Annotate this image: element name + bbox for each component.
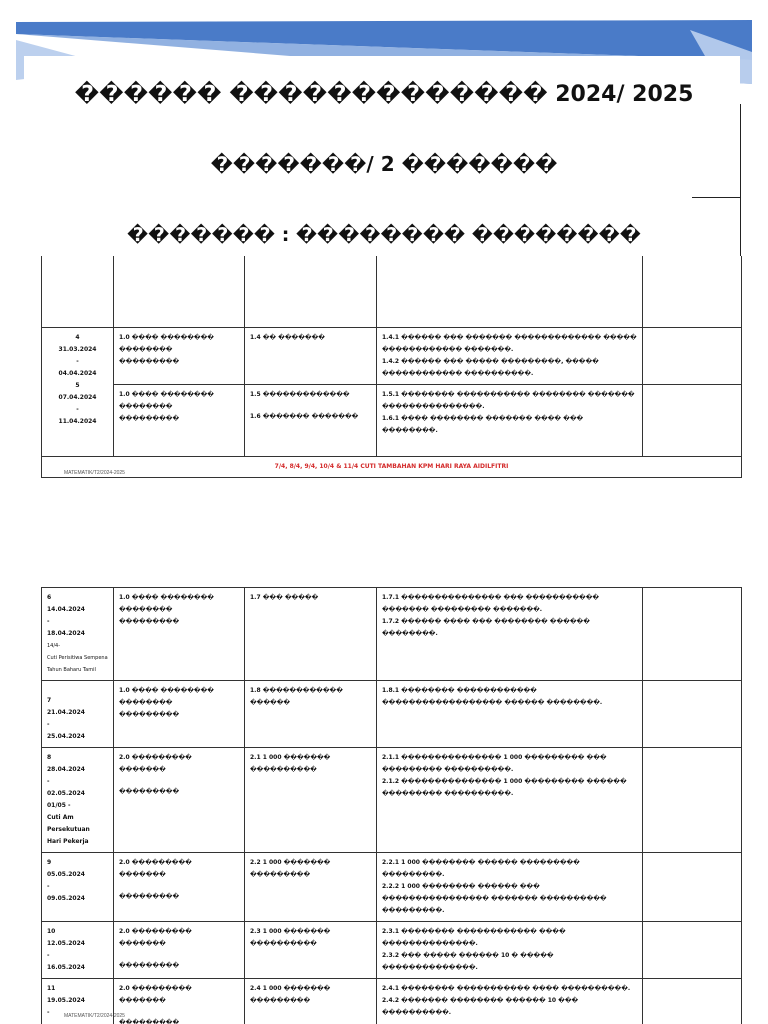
frame-line bbox=[740, 104, 741, 256]
scheme-table-2 bbox=[41, 587, 742, 1024]
week-cell: 9 05.05.2024 - 09.05.2024 bbox=[42, 853, 114, 922]
note-cell bbox=[643, 853, 742, 922]
table-row bbox=[42, 327, 742, 384]
footer-note: MATEMATIK/T2/2024-2025 bbox=[64, 1013, 125, 1019]
frame-line bbox=[692, 197, 740, 198]
note-cell bbox=[643, 979, 742, 1024]
standard-cell: 2.2 1 000 ������� ��������� bbox=[245, 853, 377, 922]
week-cell: 8 28.04.2024 - 02.05.2024 01/05 - Cuti Am Persekutuan Hari Pekerja bbox=[42, 748, 114, 853]
note-cell bbox=[643, 588, 742, 681]
table-row bbox=[42, 748, 742, 853]
week-cell bbox=[42, 256, 114, 327]
learning-cell: 2.1.1 ��������������� 1 000 ��������� ��� ��������� ����������. 2.1.2 ��������������� 1 000 ��������� ������ ��������� ����������. bbox=[377, 748, 643, 853]
table-row bbox=[42, 384, 742, 456]
week-cell: 6 14.04.2024 - 18.04.2024 14/4- Cuti Perisitiwa Sempena Tahun Baharu Tamil bbox=[42, 588, 114, 681]
standard-cell: 1.5 ������������� 1.6 ������� ������� bbox=[245, 384, 377, 456]
learning-cell: 2.3.1 �������� ������������ ���� ��������������. 2.3.2 ��� ����� ������ 10 � ����� ��������������. bbox=[377, 922, 643, 979]
standard-cell: 1.4 �� ������� bbox=[245, 327, 377, 384]
standard-cell bbox=[245, 256, 377, 327]
holiday-row bbox=[42, 456, 742, 477]
learning-cell: 2.2.1 1 000 �������� ������ ��������� ���������. 2.2.2 1 000 �������� ������ ��� ���������������� ������� ���������� ���������. bbox=[377, 853, 643, 922]
unit-cell: 2.0 ��������� ������� ��������� bbox=[114, 922, 245, 979]
standard-cell: 1.7 ��� ����� bbox=[245, 588, 377, 681]
table-row bbox=[42, 681, 742, 748]
learning-cell: 1.5.1 �������� ����������� �������� ������� ���������������. 1.6.1 ���� �������� ������� ���� ��� ��������. bbox=[377, 384, 643, 456]
learning-cell: 1.4.1 ������ ��� ������� ������������� ����� ������������ �������. 1.4.2 ������ ��� ����� ���������, ����� ������������ ����������. bbox=[377, 327, 643, 384]
learning-cell bbox=[377, 256, 643, 327]
holiday-notice: 7/4, 8/4, 9/4, 10/4 & 11/4 CUTI TAMBAHAN KPM HARI RAYA AIDILFITRI bbox=[42, 456, 742, 477]
scheme-table-1 bbox=[41, 256, 742, 478]
note-cell bbox=[643, 256, 742, 327]
learning-cell: 1.8.1 �������� ������������ ������������������ ������ ��������. bbox=[377, 681, 643, 748]
note-cell bbox=[643, 327, 742, 384]
unit-cell: 1.0 ���� �������� �������� ��������� bbox=[114, 681, 245, 748]
learning-cell: 1.7.1 ��������������� ��� ����������� ������� ��������� �������. 1.7.2 ������ ���� ��� �������� ������ ��������. bbox=[377, 588, 643, 681]
standard-cell: 1.8 ������������ ������ bbox=[245, 681, 377, 748]
unit-cell: 2.0 ��������� ������� ��������� bbox=[114, 853, 245, 922]
week-cell: 10 12.05.2024 - 16.05.2024 bbox=[42, 922, 114, 979]
title-subject: ������� : �������� �������� bbox=[127, 224, 641, 246]
table-row bbox=[42, 922, 742, 979]
unit-cell: 2.0 ��������� ������� ��������� bbox=[114, 979, 245, 1024]
table-row bbox=[42, 853, 742, 922]
unit-cell: 1.0 ���� �������� �������� ��������� bbox=[114, 384, 245, 456]
note-cell bbox=[643, 681, 742, 748]
unit-cell: 1.0 ���� �������� �������� ��������� bbox=[114, 588, 245, 681]
learning-cell: 2.4.1 �������� ����������� ���� ����������. 2.4.2 ������� �������� ������ 10 ��� ����������. bbox=[377, 979, 643, 1024]
unit-cell: 2.0 ��������� ������� ��������� bbox=[114, 748, 245, 853]
note-cell bbox=[643, 922, 742, 979]
week-cell: 4 31.03.2024 - 04.04.2024 5 07.04.2024 - 11.04.2024 bbox=[42, 327, 114, 456]
table-row bbox=[42, 979, 742, 1024]
standard-cell: 2.3 1 000 ������� ���������� bbox=[245, 922, 377, 979]
note-cell bbox=[643, 748, 742, 853]
unit-cell bbox=[114, 256, 245, 327]
week-cell: 7 21.04.2024 - 25.04.2024 bbox=[42, 681, 114, 748]
table-row bbox=[42, 256, 742, 327]
unit-cell: 1.0 ���� �������� �������� ��������� bbox=[114, 327, 245, 384]
title-year: ������ ������������� 2024/ 2025 bbox=[74, 82, 694, 107]
standard-cell: 2.4 1 000 ������� ��������� bbox=[245, 979, 377, 1024]
table-row bbox=[42, 588, 742, 681]
standard-cell: 2.1 1 000 ������� ���������� bbox=[245, 748, 377, 853]
note-cell bbox=[643, 384, 742, 456]
title-grade: �������/ 2 ������� bbox=[210, 152, 558, 176]
footer-note: MATEMATIK/T2/2024-2025 bbox=[64, 470, 125, 476]
week-cell: 11 19.05.2024 - bbox=[42, 979, 114, 1024]
